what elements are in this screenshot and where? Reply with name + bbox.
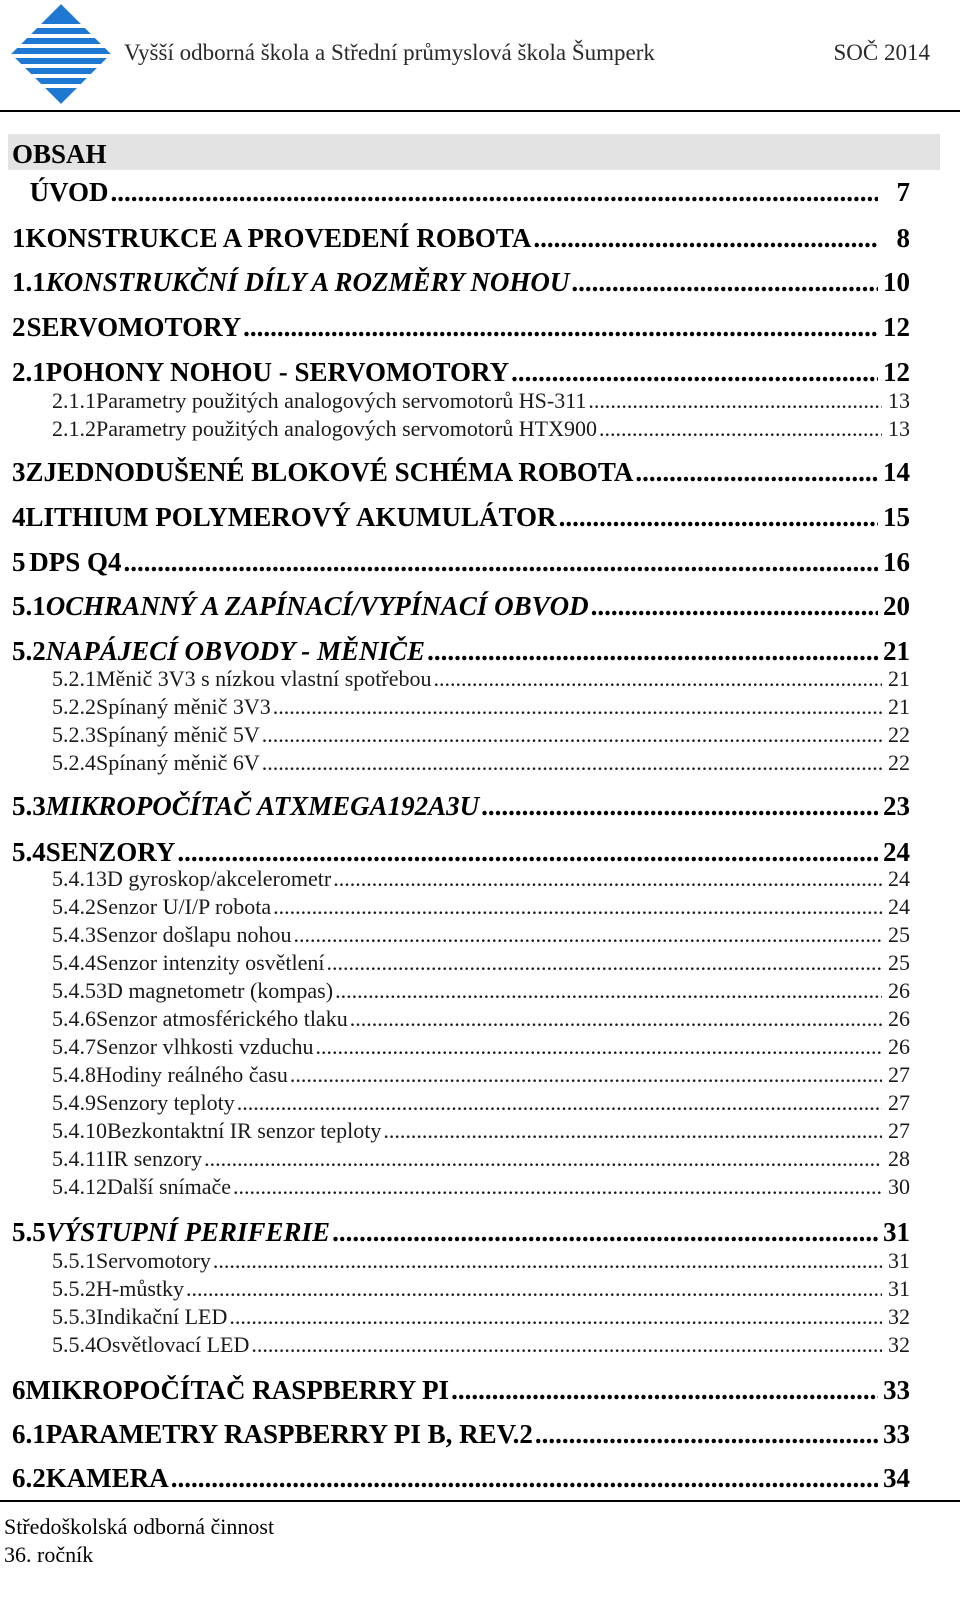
toc-entry-title: SENZORY	[45, 837, 176, 867]
toc-entry-number: 5.2.2	[52, 694, 96, 719]
toc-entry-page: 22	[888, 722, 910, 747]
toc-dot-leader	[599, 416, 882, 442]
toc-entry[interactable]	[52, 416, 910, 442]
toc-entry-page: 21	[883, 636, 910, 666]
toc-dot-leader	[350, 1006, 882, 1032]
toc-dot-leader	[204, 1146, 882, 1172]
toc-dot-leader	[262, 750, 882, 776]
toc-dot-leader	[383, 1118, 882, 1144]
toc-entry-page: 10	[883, 267, 910, 297]
toc-entry-title: Senzory teploty	[96, 1090, 235, 1115]
toc-entry[interactable]	[52, 1062, 910, 1088]
toc-dot-leader	[262, 722, 882, 748]
toc-entry-page: 21	[888, 666, 910, 691]
toc-entry-number: 5.5.2	[52, 1276, 96, 1301]
toc-entry-page: 8	[896, 223, 910, 253]
toc-entry-title: PARAMETRY RASPBERRY PI B, REV.2	[45, 1419, 533, 1449]
toc-entry-number: 5.4.1	[52, 866, 96, 891]
toc-entry[interactable]	[12, 790, 910, 822]
toc-dot-leader	[588, 388, 882, 414]
toc-entry-number: 5.5.1	[52, 1248, 96, 1273]
toc-entry-number: 2.1.1	[52, 388, 96, 413]
toc-entry[interactable]	[52, 666, 910, 692]
toc-entry-number: 5.2.3	[52, 722, 96, 747]
toc-dot-leader	[559, 501, 878, 533]
toc-entry-title: IR senzory	[106, 1146, 203, 1171]
toc-dot-leader	[591, 590, 878, 622]
toc-entry[interactable]	[52, 694, 910, 720]
toc-entry-page: 31	[888, 1276, 910, 1301]
header-school-name: Vyšší odborná škola a Střední průmyslová škola Šumperk	[124, 40, 655, 65]
toc-dot-leader	[233, 1174, 882, 1200]
toc-entry-page: 15	[883, 502, 910, 532]
toc-entry-number: 2.1.2	[52, 416, 96, 441]
toc-entry[interactable]	[12, 266, 910, 298]
toc-entry-number: 5.4.9	[52, 1090, 96, 1115]
toc-entry-number: 5.4.7	[52, 1034, 96, 1059]
toc-entry[interactable]	[52, 922, 910, 948]
toc-entry[interactable]	[12, 311, 910, 343]
toc-entry-number: 5.4.2	[52, 894, 96, 919]
toc-entry-title: Senzor U/I/P robota	[96, 894, 272, 919]
toc-entry-number: 5.4.8	[52, 1062, 96, 1087]
toc-entry-page: 27	[888, 1062, 910, 1087]
toc-entry-page: 23	[883, 791, 910, 821]
toc-entry[interactable]	[52, 1118, 910, 1144]
footer-line-1: Středoškolská odborná činnost	[4, 1514, 275, 1539]
toc-entry-page: 26	[888, 1006, 910, 1031]
toc-entry-page: 34	[883, 1463, 910, 1493]
toc-dot-leader	[237, 1090, 882, 1116]
toc-entry-page: 12	[883, 312, 910, 342]
toc-entry-number: 5	[12, 547, 26, 577]
toc-entry[interactable]	[52, 978, 910, 1004]
toc-entry[interactable]	[12, 546, 910, 578]
footer-line-2: 36. ročník	[4, 1542, 94, 1567]
toc-entry-title: KONSTRUKČNÍ DÍLY A ROZMĚRY NOHOU	[45, 267, 570, 297]
header-divider	[0, 110, 960, 112]
toc-entry[interactable]	[52, 750, 910, 776]
toc-dot-leader	[290, 1062, 882, 1088]
toc-entry-title: Spínaný měnič 6V	[96, 750, 260, 775]
toc-entry-title: Senzor atmosférického tlaku	[96, 1006, 348, 1031]
toc-dot-leader	[316, 1034, 882, 1060]
toc-entry[interactable]	[12, 1374, 910, 1406]
toc-entry-title: OCHRANNÝ A ZAPÍNACÍ/VYPÍNACÍ OBVOD	[45, 591, 589, 621]
toc-entry[interactable]	[52, 388, 910, 414]
toc-entry-number: 5.4.10	[52, 1118, 107, 1143]
toc-entry-page: 26	[888, 1034, 910, 1059]
toc-entry-number: 6.1	[12, 1419, 46, 1449]
toc-dot-leader	[124, 546, 878, 578]
toc-dot-leader	[111, 176, 878, 208]
toc-entry-number: 5.5.3	[52, 1304, 96, 1329]
toc-entry[interactable]	[52, 950, 910, 976]
toc-entry[interactable]	[12, 635, 910, 667]
toc-entry-title: KAMERA	[45, 1463, 169, 1493]
toc-entry-title: 3D magnetometr (kompas)	[96, 978, 334, 1003]
toc-entry-page: 26	[888, 978, 910, 1003]
toc-dot-leader	[273, 694, 882, 720]
toc-entry-page: 32	[888, 1332, 910, 1357]
toc-dot-leader	[635, 456, 878, 488]
toc-entry[interactable]	[12, 356, 910, 388]
toc-entry[interactable]	[12, 836, 910, 868]
toc-entry[interactable]	[52, 1034, 910, 1060]
toc-entry-title: Parametry použitých analogových servomotorů HS-311	[96, 388, 587, 413]
toc-entry-title: MIKROPOČÍTAČ RASPBERRY PI	[25, 1375, 450, 1405]
toc-entry[interactable]	[52, 1090, 910, 1116]
toc-dot-leader	[251, 1332, 882, 1358]
toc-entry-title: ZJEDNODUŠENÉ BLOKOVÉ SCHÉMA ROBOTA	[25, 457, 634, 487]
toc-dot-leader	[229, 1304, 882, 1330]
toc-entry-page: 27	[888, 1090, 910, 1115]
toc-entry-number: 1	[12, 223, 26, 253]
toc-entry-title: Senzor vlhkosti vzduchu	[96, 1034, 314, 1059]
toc-entry-page: 7	[896, 177, 910, 207]
toc-entry-page: 24	[888, 894, 910, 919]
toc-entry-page: 31	[888, 1248, 910, 1273]
toc-entry-title: Bezkontaktní IR senzor teploty	[107, 1118, 382, 1143]
toc-entry[interactable]	[12, 501, 910, 533]
toc-entry-page: 13	[888, 388, 910, 413]
toc-entry-number: 2	[12, 312, 26, 342]
toc-entry-page: 13	[888, 416, 910, 441]
toc-entry[interactable]	[52, 1332, 910, 1358]
toc-entry-number: 3	[12, 457, 26, 487]
toc-entry[interactable]	[12, 1216, 910, 1248]
toc-entry[interactable]	[12, 222, 910, 254]
toc-entry[interactable]	[52, 1304, 910, 1330]
toc-entry[interactable]	[52, 1248, 910, 1274]
toc-dot-leader	[243, 311, 878, 343]
toc-entry-page: 25	[888, 950, 910, 975]
toc-entry-number: 5.2	[12, 636, 46, 666]
toc-entry-title: MIKROPOČÍTAČ ATXMEGA192A3U	[45, 791, 480, 821]
toc-entry-title: POHONY NOHOU - SERVOMOTORY	[45, 357, 510, 387]
toc-entry[interactable]	[12, 590, 910, 622]
toc-entry-title: Hodiny reálného času	[96, 1062, 288, 1087]
toc-entry-number: 5.3	[12, 791, 46, 821]
toc-entry-number: 4	[12, 502, 26, 532]
toc-dot-leader	[213, 1248, 882, 1274]
toc-entry-page: 33	[883, 1419, 910, 1449]
toc-entry-page: 30	[888, 1174, 910, 1199]
toc-entry[interactable]	[52, 1174, 910, 1200]
toc-dot-leader	[335, 978, 882, 1004]
toc-entry-title: Indikační LED	[96, 1304, 228, 1329]
toc-entry-number: 5.5.4	[52, 1332, 96, 1357]
toc-entry[interactable]	[12, 1418, 910, 1450]
toc-entry-number: 5.4.3	[52, 922, 96, 947]
toc-entry[interactable]	[52, 866, 910, 892]
toc-entry-title: SERVOMOTORY	[26, 312, 242, 342]
toc-entry-page: 20	[883, 591, 910, 621]
toc-entry[interactable]	[52, 1276, 910, 1302]
toc-entry-title: Senzor intenzity osvětlení	[96, 950, 325, 975]
toc-entry-title: Servomotory	[96, 1248, 211, 1273]
toc-entry-number: 6.2	[12, 1463, 46, 1493]
toc-dot-leader	[451, 1374, 878, 1406]
toc-entry-page: 28	[888, 1146, 910, 1171]
toc-dot-leader	[171, 1462, 878, 1494]
toc-entry-title: KONSTRUKCE A PROVEDENÍ ROBOTA	[25, 223, 532, 253]
toc-entry-number: 5.4	[12, 837, 46, 867]
toc-entry-number: 5.2.1	[52, 666, 96, 691]
toc-dot-leader	[535, 1418, 878, 1450]
toc-entry[interactable]	[52, 1006, 910, 1032]
toc-entry-title: 3D gyroskop/akcelerometr	[96, 866, 332, 891]
toc-entry-number: 5.5	[12, 1217, 46, 1247]
toc-entry-title: Další snímače	[107, 1174, 232, 1199]
toc-entry-page: 27	[888, 1118, 910, 1143]
header-competition: SOČ 2014	[833, 40, 930, 65]
toc-dot-leader	[273, 894, 882, 920]
toc-entry-page: 31	[883, 1217, 910, 1247]
footer-divider	[0, 1500, 960, 1502]
toc-dot-leader	[427, 635, 878, 667]
toc-entry-title: NAPÁJECÍ OBVODY - MĚNIČE	[45, 636, 426, 666]
toc-entry[interactable]	[12, 456, 910, 488]
toc-dot-leader	[186, 1276, 882, 1302]
school-logo-icon	[10, 4, 112, 104]
toc-entry-page: 24	[883, 837, 910, 867]
toc-entry-number: 6	[12, 1375, 26, 1405]
toc-entry-title: Spínaný měnič 3V3	[96, 694, 271, 719]
toc-entry-number: 2.1	[12, 357, 46, 387]
toc-dot-leader	[294, 922, 882, 948]
toc-entry-number: 5.4.4	[52, 950, 96, 975]
toc-entry-number: 5.2.4	[52, 750, 96, 775]
toc-entry-page: 33	[883, 1375, 910, 1405]
toc-entry-page: 24	[888, 866, 910, 891]
toc-entry-number: 1.1	[12, 267, 46, 297]
toc-entry-title: Měnič 3V3 s nízkou vlastní spotřebou	[96, 666, 432, 691]
toc-entry[interactable]	[12, 176, 910, 208]
toc-entry[interactable]	[52, 894, 910, 920]
toc-entry-page: 25	[888, 922, 910, 947]
toc-dot-leader	[177, 836, 878, 868]
toc-entry-page: 12	[883, 357, 910, 387]
page-header	[0, 0, 960, 112]
toc-entry-page: 16	[883, 547, 910, 577]
toc-entry-title: Senzor došlapu nohou	[96, 922, 292, 947]
toc-heading: OBSAH	[8, 134, 940, 170]
toc-entry-number: 5.4.6	[52, 1006, 96, 1031]
toc-dot-leader	[571, 266, 878, 298]
toc-entry-page: 32	[888, 1304, 910, 1329]
toc-dot-leader	[433, 666, 882, 692]
toc-entry-title: H-můstky	[96, 1276, 184, 1301]
toc-dot-leader	[333, 866, 882, 892]
toc-entry-number: 5.4.11	[52, 1146, 107, 1171]
toc-entry-page: 21	[888, 694, 910, 719]
toc-entry-title: Spínaný měnič 5V	[96, 722, 260, 747]
toc-entry-title: ÚVOD	[29, 177, 109, 207]
toc-entry[interactable]	[52, 1146, 910, 1172]
toc-entry-title: VÝSTUPNÍ PERIFERIE	[45, 1217, 331, 1247]
toc-dot-leader	[481, 790, 878, 822]
toc-entry-number: 5.1	[12, 591, 46, 621]
toc-dot-leader	[533, 222, 878, 254]
toc-dot-leader	[332, 1216, 878, 1248]
toc-entry-title: Osvětlovací LED	[96, 1332, 250, 1357]
toc-entry-page: 22	[888, 750, 910, 775]
toc-entry-title: Parametry použitých analogových servomotorů HTX900	[96, 416, 597, 441]
toc-entry[interactable]	[12, 1462, 910, 1494]
toc-entry-number: 5.4.5	[52, 978, 96, 1003]
toc-entry-number: 5.4.12	[52, 1174, 107, 1199]
toc-dot-leader	[511, 356, 878, 388]
toc-entry[interactable]	[52, 722, 910, 748]
toc-entry-title: DPS Q4	[29, 547, 122, 577]
toc-dot-leader	[327, 950, 883, 976]
toc-entry-page: 14	[883, 457, 910, 487]
toc-entry-title: LITHIUM POLYMEROVÝ AKUMULÁTOR	[25, 502, 557, 532]
